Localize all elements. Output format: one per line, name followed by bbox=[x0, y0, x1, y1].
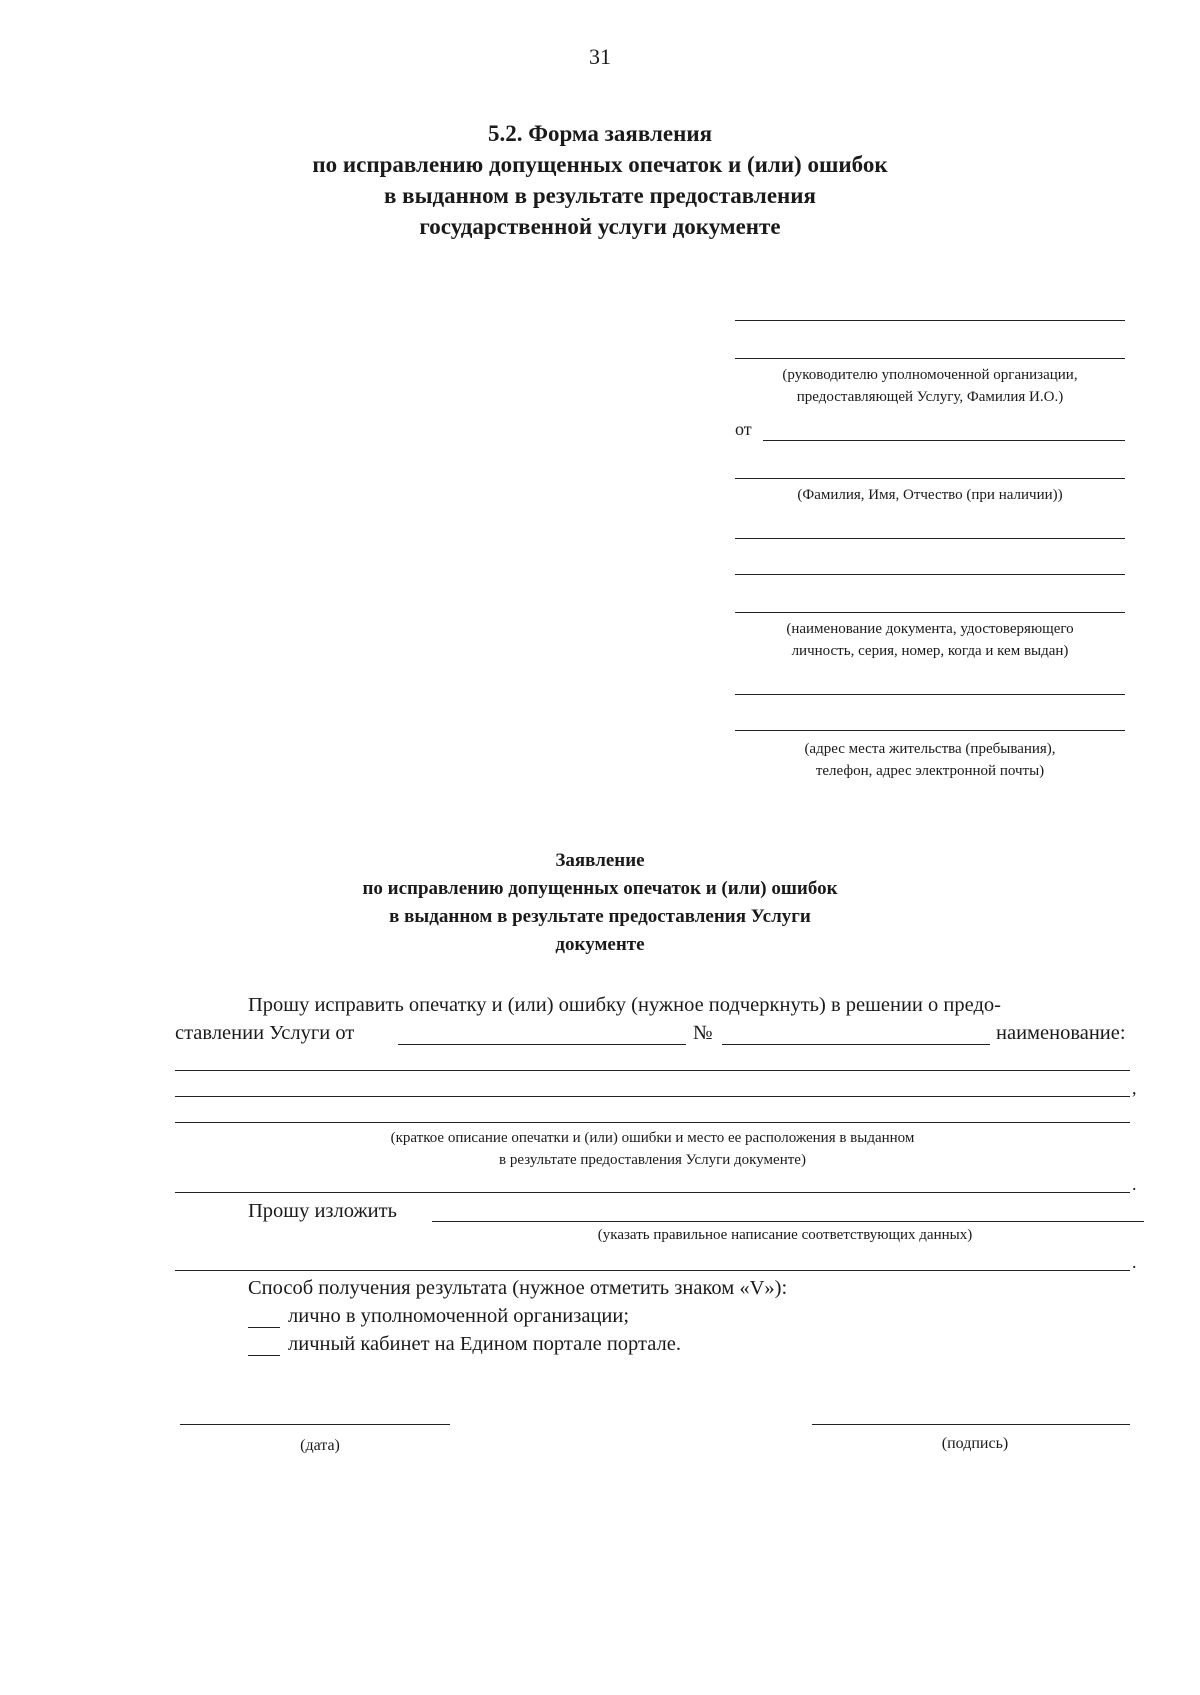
caption-line: предоставляющей Услугу, Фамилия И.О.) bbox=[796, 389, 1064, 405]
caption-line: личность, серия, номер, когда и кем выдан) bbox=[791, 643, 1069, 659]
period: . bbox=[1132, 1174, 1137, 1194]
application-title-line: по исправлению допущенных опечаток и (или) ошибок bbox=[362, 878, 838, 899]
form-title-line: по исправлению допущенных опечаток и (или) ошибок bbox=[312, 152, 888, 177]
caption-line: (адрес места жительства (пребывания), bbox=[804, 741, 1056, 757]
signature-line[interactable] bbox=[812, 1424, 1130, 1425]
caption-line: (руководителю уполномоченной организации, bbox=[782, 367, 1078, 383]
correction-label: Прошу изложить bbox=[248, 1200, 397, 1222]
name-label: наименование: bbox=[996, 1022, 1126, 1044]
address-line-1[interactable] bbox=[735, 694, 1125, 695]
number-sign: № bbox=[693, 1022, 713, 1044]
comma: , bbox=[1132, 1078, 1137, 1098]
form-title-line: в выданном в результате предоставления bbox=[383, 183, 816, 208]
caption-line: в результате предоставления Услуги документе) bbox=[499, 1152, 806, 1168]
id-document-line-1[interactable] bbox=[735, 538, 1125, 539]
decision-number-line[interactable] bbox=[722, 1044, 990, 1045]
request-line-1: Прошу исправить опечатку и (или) ошибку (нужное подчеркнуть) в решении о предо- bbox=[248, 994, 1001, 1016]
address-line-2[interactable] bbox=[735, 730, 1125, 731]
delivery-option-label: личный кабинет на Едином портале портале. bbox=[288, 1333, 681, 1355]
request-line-2-start: ставлении Услуги от bbox=[175, 1022, 355, 1044]
form-title bbox=[0, 118, 1200, 242]
description-caption bbox=[175, 1127, 1130, 1171]
addressee-org-line-1[interactable] bbox=[735, 320, 1125, 321]
application-title-line: Заявление bbox=[555, 850, 645, 871]
correction-line-2[interactable] bbox=[175, 1270, 1130, 1271]
from-label: от bbox=[735, 419, 752, 439]
description-line-2[interactable] bbox=[175, 1096, 1130, 1097]
delivery-option-checkbox[interactable] bbox=[248, 1327, 280, 1328]
delivery-option-label: лично в уполномоченной организации; bbox=[288, 1305, 630, 1327]
description-line-4[interactable] bbox=[175, 1192, 1130, 1193]
page-number: 31 bbox=[589, 44, 611, 69]
applicant-name-line-2[interactable] bbox=[735, 478, 1125, 479]
form-title-line: государственной услуги документе bbox=[419, 214, 781, 239]
caption-line: (краткое описание опечатки и (или) ошибки и место ее расположения в выданном bbox=[390, 1130, 915, 1146]
addressee-org-line-2[interactable] bbox=[735, 358, 1125, 359]
form-title-line: 5.2. Форма заявления bbox=[487, 121, 713, 146]
id-document-caption bbox=[730, 618, 1130, 662]
application-title-line: в выданном в результате предоставления Услуги bbox=[389, 906, 811, 927]
description-line-1[interactable] bbox=[175, 1070, 1130, 1071]
applicant-name-caption: (Фамилия, Имя, Отчество (при наличии)) bbox=[797, 487, 1063, 503]
date-line[interactable] bbox=[180, 1424, 450, 1425]
decision-date-line[interactable] bbox=[398, 1044, 686, 1045]
caption-line: телефон, адрес электронной почты) bbox=[815, 763, 1045, 779]
date-caption: (дата) bbox=[300, 1437, 340, 1454]
description-line-3[interactable] bbox=[175, 1122, 1130, 1123]
addressee-org-caption bbox=[730, 364, 1130, 408]
address-caption bbox=[730, 738, 1130, 782]
application-title-line: документе bbox=[555, 934, 645, 955]
correction-line-1[interactable] bbox=[432, 1221, 1144, 1222]
application-title bbox=[0, 847, 1200, 959]
id-document-line-3[interactable] bbox=[735, 612, 1125, 613]
applicant-name-line-1[interactable] bbox=[763, 440, 1125, 441]
period: . bbox=[1132, 1252, 1137, 1272]
correction-caption: (указать правильное написание соответствующих данных) bbox=[597, 1227, 973, 1243]
id-document-line-2[interactable] bbox=[735, 574, 1125, 575]
signature-caption: (подпись) bbox=[941, 1435, 1009, 1452]
caption-line: (наименование документа, удостоверяющего bbox=[786, 621, 1074, 637]
delivery-option-checkbox[interactable] bbox=[248, 1355, 280, 1356]
delivery-title: Способ получения результата (нужное отметить знаком «V»): bbox=[248, 1277, 788, 1299]
